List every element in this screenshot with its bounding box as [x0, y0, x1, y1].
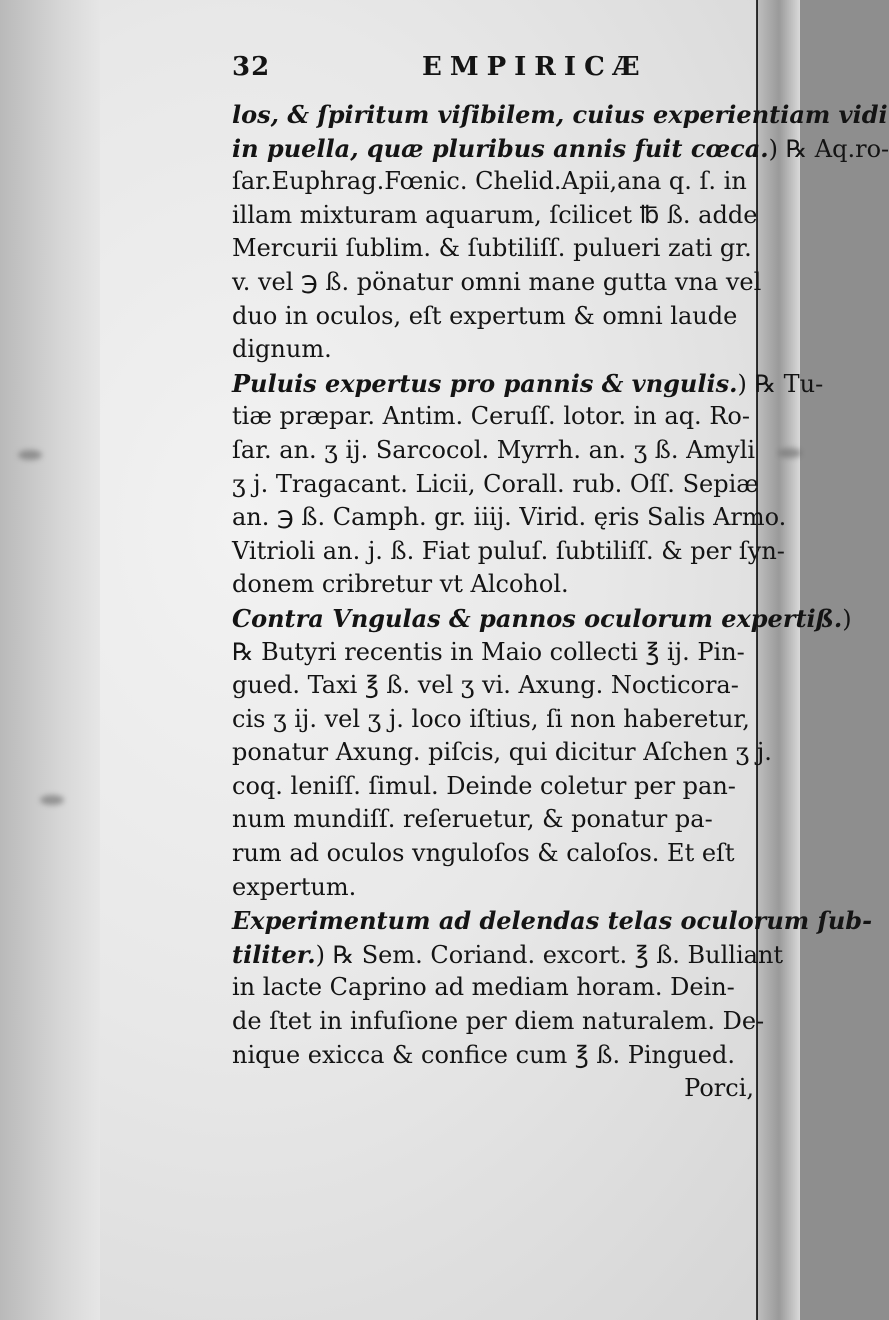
italic-rubric: Puluis expertus pro pannis & vngulis.: [232, 368, 738, 398]
text-span: nique exicca & confice cum ℥ ß. Pingued.: [232, 1040, 736, 1069]
text-line: [232, 468, 759, 502]
text-span: illam mixturam aquarum, ſcilicet ℔ ß. adde: [232, 200, 758, 229]
page-number: 32: [232, 52, 271, 82]
text-line: [232, 300, 754, 334]
text-line: [232, 98, 888, 132]
text-line: [232, 501, 787, 535]
text-line: [232, 535, 785, 569]
text-line: [232, 770, 754, 804]
body-text: [232, 98, 889, 1072]
page-header: [232, 52, 754, 98]
text-span: an. ℈ ß. Camph. gr. iiij. Virid. ęris Salis Armo.: [232, 503, 787, 532]
text-span: num mundiſſ. reſeruetur, & ponatur pa-: [232, 805, 713, 834]
right-edge-shadow: [758, 0, 800, 1320]
catchword: Porci,: [684, 1074, 754, 1103]
text-line: [232, 971, 754, 1005]
italic-rubric: los, & ſpiritum viſibilem, cuius experientiam vidi: [232, 100, 888, 129]
text-line: [232, 132, 889, 166]
text-line: [232, 165, 754, 199]
ink-smudge-left: [18, 450, 42, 460]
text-span: ) ℞ Tu-: [737, 369, 824, 398]
running-head: EMPIRICÆ: [422, 52, 648, 82]
text-span: in lacte Caprino ad mediam horam. Dein-: [232, 973, 735, 1002]
text-span: expertum.: [232, 872, 357, 901]
text-line: [232, 938, 784, 972]
text-line: [232, 266, 762, 300]
italic-rubric: Contra Vngulas & pannos oculorum expertiß.: [232, 603, 843, 633]
text-span: dignum.: [232, 335, 332, 364]
text-span: coq. leniſſ. ſimul. Deinde coletur per pan-: [232, 771, 736, 800]
italic-rubric: in puella, quæ pluribus annis fuit cœca.: [232, 133, 769, 163]
text-span: Mercurii ſublim. & ſubtiliſſ. pulueri zati gr.: [232, 234, 752, 263]
text-line: [232, 803, 754, 837]
text-span: rum ad oculos vnguloſos & caloſos. Et eſt: [232, 839, 735, 868]
text-line: [232, 367, 824, 401]
text-line: [232, 871, 754, 905]
text-span: ſar. an. ʒ ij. Sarcocol. Myrrh. an. ʒ ß. Amyli: [232, 435, 756, 464]
text-line: [232, 568, 754, 602]
text-line: [232, 232, 754, 266]
italic-rubric: tiliter.: [232, 939, 316, 969]
text-span: ): [842, 604, 852, 633]
text-line: [232, 636, 754, 670]
text-span: tiæ præpar. Antim. Ceruſſ. lotor. in aq. Ro-: [232, 402, 750, 431]
italic-rubric: Experimentum ad delendas telas oculorum ſub-: [232, 906, 873, 936]
text-line: [232, 904, 873, 938]
text-span: v. vel ℈ ß. pönatur omni mane gutta vna vel: [232, 267, 762, 296]
text-line: [232, 837, 754, 871]
text-span: Vitrioli an. j. ß. Fiat puluſ. ſubtiliſſ. & per ſyn-: [232, 536, 785, 565]
text-line: [232, 199, 758, 233]
text-span: cis ʒ ij. vel ʒ j. loco iſtius, ſi non haberetur,: [232, 704, 750, 733]
text-line: [232, 434, 754, 468]
ink-smudge-right: [778, 448, 802, 458]
text-span: ℞ Butyri recentis in Maio collecti ℥ ij. Pin-: [232, 637, 745, 666]
left-margin-shadow: [0, 0, 100, 1320]
text-line: [232, 1005, 765, 1039]
text-span: ponatur Axung. piſcis, qui dicitur Aſchen ʒ j.: [232, 738, 772, 767]
text-span: ) ℞ Aq.ro-: [768, 134, 889, 163]
text-span: duo in oculos, eſt expertum & omni laude: [232, 301, 738, 330]
text-line: [232, 736, 772, 770]
ink-smudge-left-lower: [40, 795, 64, 805]
text-line: [232, 400, 754, 434]
text-span: de ſtet in infuſione per diem naturalem. De-: [232, 1007, 765, 1036]
printed-page: [232, 52, 889, 1106]
text-line: [232, 333, 754, 367]
text-span: donem cribretur vt Alcohol.: [232, 570, 569, 599]
text-span: gued. Taxi ℥ ß. vel ʒ vi. Axung. Nocticora-: [232, 671, 739, 700]
text-span: ſar.Euphrag.Fœnic. Chelid.Apii,ana q. ſ. in: [232, 167, 747, 196]
text-line: [232, 703, 754, 737]
text-span: ) ℞ Sem. Coriand. excort. ℥ ß. Bulliant: [315, 940, 784, 969]
text-line: [232, 602, 852, 636]
text-span: ʒ j. Tragacant. Licii, Corall. rub. Oſſ. Sepiæ: [232, 469, 759, 498]
text-line: [232, 669, 754, 703]
text-line: [232, 1039, 754, 1073]
